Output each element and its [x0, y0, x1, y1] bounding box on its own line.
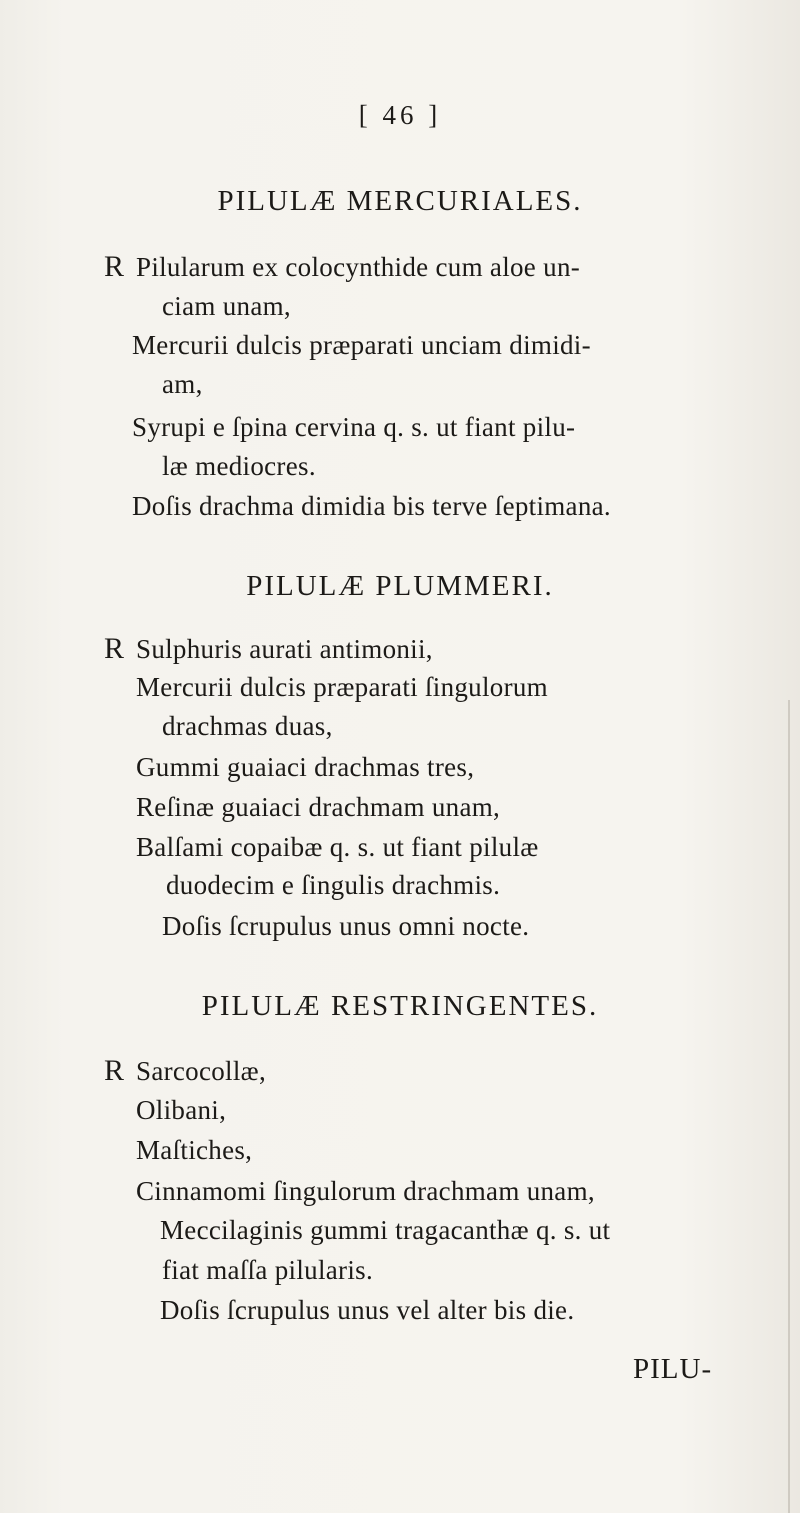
recipe-line: Reſinæ guaiaci drachmam unam,	[136, 792, 501, 822]
page-number: [ 46 ]	[358, 100, 442, 130]
recipe-line: Doſis drachma dimidia bis terve ſeptimana.	[132, 491, 611, 521]
page-edge	[788, 700, 790, 1513]
recipe-line: Sarcocollæ,	[136, 1056, 267, 1086]
recipe-line: am,	[162, 369, 203, 399]
recipe-line: Gummi guaiaci drachmas tres,	[136, 752, 475, 782]
catchword: PILU-	[633, 1353, 713, 1385]
recipe-line: Pilularum ex colocynthide cum aloe un-	[136, 252, 581, 282]
recipe-line: Syrupi e ſpina cervina q. s. ut fiant pilu-	[132, 412, 576, 442]
recipe-line: læ mediocres.	[162, 451, 316, 481]
recipe-symbol: R	[104, 250, 125, 283]
recipe-line: Mercurii dulcis præparati unciam dimidi-	[132, 330, 591, 360]
recipe-line: fiat maſſa pilularis.	[162, 1255, 373, 1285]
section-heading: PILULÆ MERCURIALES.	[217, 185, 583, 217]
section-heading: PILULÆ RESTRINGENTES.	[201, 990, 599, 1022]
recipe-line: Olibani,	[136, 1095, 227, 1125]
recipe-line: duodecim e ſingulis drachmis.	[166, 870, 501, 900]
recipe-line: drachmas duas,	[162, 711, 333, 741]
recipe-line: Sulphuris aurati antimonii,	[136, 634, 433, 664]
recipe-line: ciam unam,	[162, 291, 291, 321]
section-heading: PILULÆ PLUMMERI.	[246, 570, 554, 602]
recipe-line: Maſtiches,	[136, 1135, 253, 1165]
recipe-line: Meccilaginis gummi tragacanthæ q. s. ut	[160, 1215, 611, 1245]
recipe-line: Cinnamomi ſingulorum drachmam unam,	[136, 1176, 595, 1206]
recipe-line: Doſis ſcrupulus unus vel alter bis die.	[160, 1295, 575, 1325]
recipe-line: Doſis ſcrupulus unus omni nocte.	[162, 911, 530, 941]
recipe-line: Balſami copaibæ q. s. ut fiant pilulæ	[136, 832, 539, 862]
recipe-line: Mercurii dulcis præparati ſingulorum	[136, 672, 548, 702]
recipe-symbol: R	[104, 632, 125, 665]
recipe-symbol: R	[104, 1054, 125, 1087]
